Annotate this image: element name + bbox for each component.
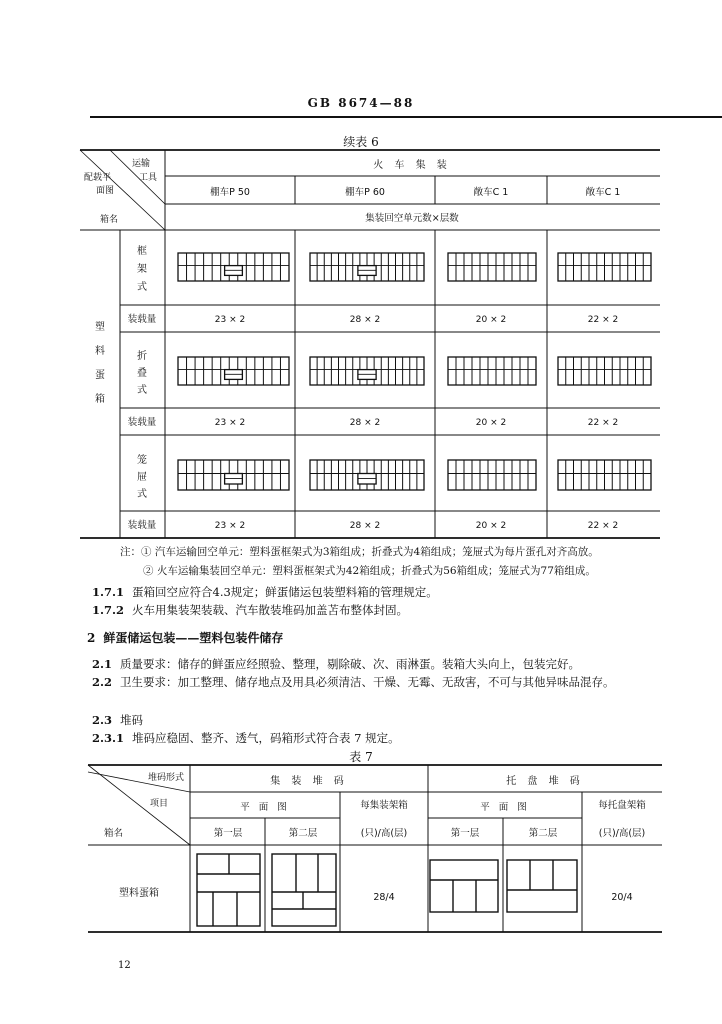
t7-per-b-2: (只)/高(层) (598, 828, 646, 839)
t7-sub-a: 平 面 图 (240, 802, 290, 813)
para-1-7-1-text: 蛋箱回空应符合4.3规定；鲜蛋储运包装塑料箱的管理规定。 (132, 585, 438, 599)
transport-group: 火 车 集 装 (373, 160, 451, 171)
svg-text:框: 框 (137, 246, 147, 257)
load-label-2: 装载量 (127, 417, 157, 428)
table6-caption: 续表 6 (343, 135, 379, 149)
corner-bottom: 箱名 (100, 215, 119, 225)
t7-layer-b1: 第一层 (450, 828, 480, 839)
t7-layer-a2: 第二层 (288, 828, 318, 839)
svg-text:料: 料 (95, 346, 105, 357)
section-2-title: 鲜蛋储运包装——塑料包装件储存 (103, 631, 284, 645)
t7-sub-b: 平 面 图 (480, 802, 530, 813)
para-2-3-1-text: 堆码应稳固、整齐、透气，码箱形式符合表 7 规定。 (132, 731, 400, 745)
section-2-number: 2 (87, 631, 96, 645)
corner-mid-2: 面图 (96, 186, 115, 196)
load-value: 28 × 2 (349, 315, 381, 325)
para-2-3-number: 2.3 (92, 713, 113, 727)
para-2-1-number: 2.1 (92, 657, 113, 671)
load-value: 28 × 2 (349, 521, 381, 531)
t7-corner-top: 堆码形式 (148, 773, 185, 783)
svg-text:式: 式 (137, 385, 147, 396)
load-value: 22 × 2 (587, 418, 619, 428)
plan-collective-layer1 (197, 854, 260, 926)
t7-corner-bottom: 箱名 (104, 828, 124, 839)
load-value: 20 × 2 (475, 418, 507, 428)
para-1-7-2-number: 1.7.2 (92, 603, 125, 617)
svg-text:塑: 塑 (95, 322, 105, 333)
para-1-7-1-number: 1.7.1 (92, 585, 125, 599)
para-2-2-number: 2.2 (92, 675, 113, 689)
t7-group-b: 托 盘 堆 码 (506, 776, 584, 787)
column-1: 棚车P 50 (210, 187, 250, 198)
load-value: 20 × 2 (475, 521, 507, 531)
plan-pallet-layer1 (430, 860, 498, 912)
column-4: 敞车C 1 (585, 187, 621, 198)
load-value: 20 × 2 (475, 315, 507, 325)
t7-per-a-2: (只)/高(层) (360, 828, 408, 839)
load-value: 22 × 2 (587, 521, 619, 531)
svg-text:笼: 笼 (137, 455, 147, 466)
table7-caption: 表 7 (349, 750, 373, 764)
load-value: 23 × 2 (214, 521, 246, 531)
t7-row-name: 塑料蛋箱 (119, 888, 159, 899)
svg-text:式: 式 (137, 282, 147, 293)
load-label-3: 装载量 (127, 520, 157, 531)
unit-row-label: 集装回空单元数×层数 (365, 213, 459, 224)
para-2-3-text: 堆码 (120, 713, 144, 727)
t7-corner-middle: 项目 (150, 799, 169, 809)
svg-text:蛋: 蛋 (95, 370, 105, 381)
svg-text:屉: 屉 (137, 472, 147, 483)
corner-top-2: 工具 (139, 173, 158, 183)
t7-layer-b2: 第二层 (528, 828, 558, 839)
t7-per-b-1: 每托盘架箱 (598, 800, 646, 811)
page-number: 12 (118, 960, 131, 971)
note-2: ② 火车运输集装回空单元：塑料蛋框架式为42箱组成；折叠式为56箱组成；笼屉式为77箱组成。 (143, 565, 596, 577)
t7-value-a: 28/4 (373, 892, 395, 903)
column-3: 敞车C 1 (473, 187, 509, 198)
plan-pallet-layer2 (507, 860, 577, 912)
t7-per-a-1: 每集装架箱 (360, 800, 408, 811)
document-code: GB 8674—88 (307, 96, 415, 110)
para-1-7-2-text: 火车用集装架装载、汽车散装堆码加盖苫布整体封固。 (132, 603, 409, 617)
t7-group-a: 集 装 堆 码 (270, 776, 348, 787)
svg-text:箱: 箱 (95, 394, 105, 405)
corner-mid-1: 配载平 (84, 173, 112, 183)
load-value: 28 × 2 (349, 418, 381, 428)
svg-text:架: 架 (137, 264, 147, 275)
load-label-1: 装载量 (127, 314, 157, 325)
para-2-1-text: 质量要求：储存的鲜蛋应经照验、整理，剔除破、次、雨淋蛋。装箱大头向上，包装完好。 (120, 657, 581, 671)
para-2-3-1-number: 2.3.1 (92, 731, 125, 745)
column-2: 棚车P 60 (345, 187, 385, 198)
corner-top-1: 运输 (132, 159, 151, 169)
note-1: 注：① 汽车运输回空单元：塑料蛋框架式为3箱组成；折叠式为4箱组成；笼屉式为每片蛋孔对齐高放。 (120, 546, 599, 558)
svg-text:式: 式 (137, 489, 147, 500)
load-value: 23 × 2 (214, 315, 246, 325)
load-value: 23 × 2 (214, 418, 246, 428)
load-value: 22 × 2 (587, 315, 619, 325)
para-2-2-text: 卫生要求：加工整理、储存地点及用具必须清洁、干燥、无霉、无敌害，不可与其他异味品混存。 (120, 675, 615, 689)
t7-value-b: 20/4 (611, 892, 633, 903)
svg-text:折: 折 (137, 351, 147, 362)
t7-layer-a1: 第一层 (213, 828, 243, 839)
plan-collective-layer2 (272, 854, 336, 926)
svg-text:叠: 叠 (137, 368, 147, 379)
